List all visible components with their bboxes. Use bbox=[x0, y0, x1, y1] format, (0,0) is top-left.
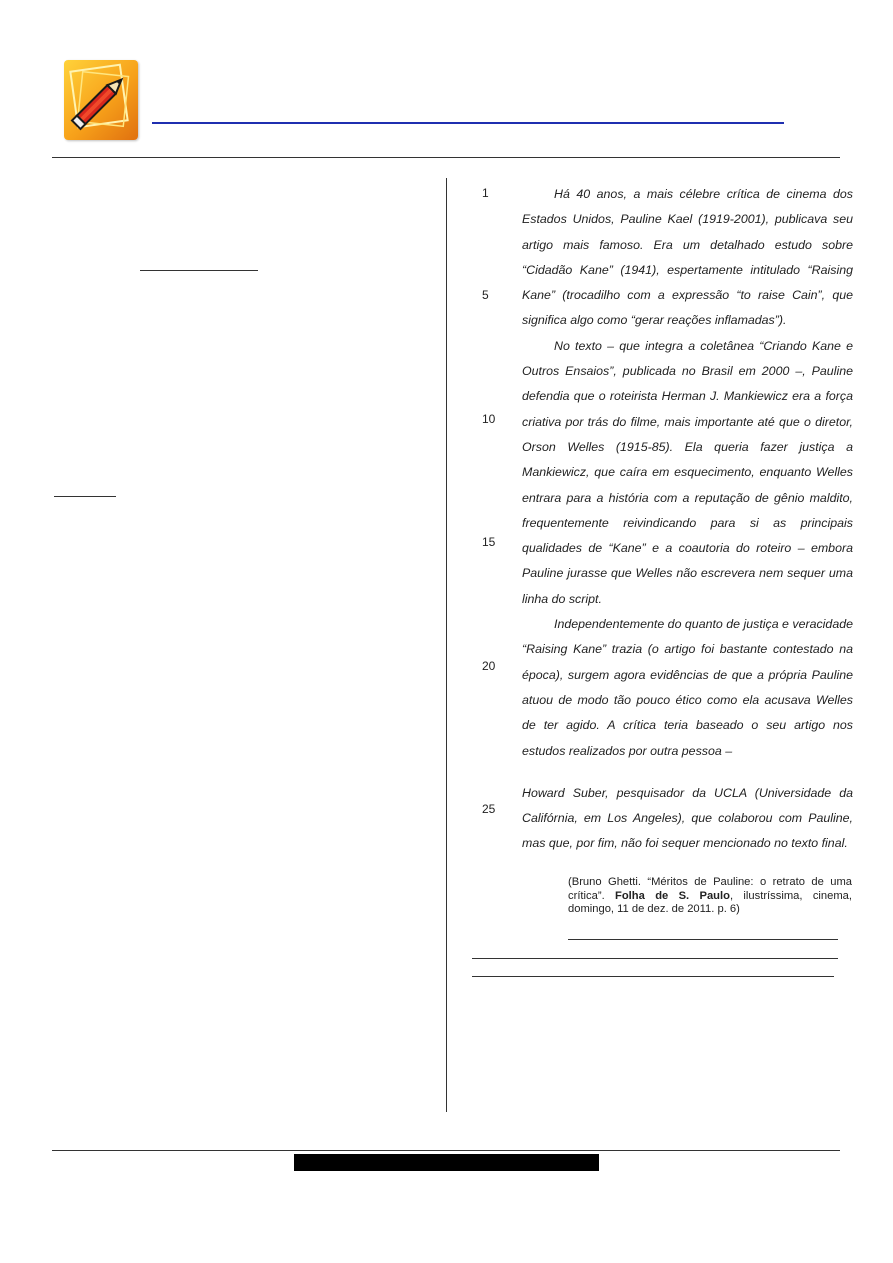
citation-text: , ilustríssima, cinema, domingo, 11 de dez. de 2011. p. 6) bbox=[568, 889, 852, 916]
line-number: 20 bbox=[482, 659, 496, 673]
passage-paragraph: Há 40 anos, a mais célebre crítica de cinema dos Estados Unidos, Pauline Kael (1919-2001), publicava seu artigo mais famoso. Era um detalhado estudo sobre “Cidadão Kane” (1941), espertamente intitulado “Raising Kane” (trocadilho com a expressão “to raise Cain”, que significa algo como “gerar reações inflamadas”). bbox=[522, 187, 853, 328]
line-number: 25 bbox=[482, 802, 496, 816]
footer-bar bbox=[294, 1154, 599, 1171]
footer-rule bbox=[52, 1150, 840, 1151]
logo bbox=[64, 60, 138, 140]
citation-text: (Bruno Ghetti. “Méritos de Pauline: o retrato de uma crítica”. bbox=[568, 876, 852, 902]
passage-paragraph: Independentemente do quanto de justiça e veracidade “Raising Kane” trazia (o artigo foi bastante contestado na época), surgem agora evidências de que a própria Pauline atuou de modo tão pouco ético como ela acusava Welles de ter agido. A crítica teria baseado o seu artigo nos estudos realizados por outra pessoa – bbox=[522, 617, 853, 758]
answer-line bbox=[568, 939, 838, 940]
blank-underline bbox=[54, 496, 116, 497]
citation-source: Folha de S. Paulo bbox=[615, 889, 730, 902]
passage-paragraph: No texto – que integra a coletânea “Criando Kane e Outros Ensaios”, publicada no Brasil em 2000 –, Pauline defendia que o roteirista Herman J. Mankiewicz era a força criativa por trás do filme, mais importante até que o diretor, Orson Welles (1915-85). Ela queria fazer justiça a Mankiewicz, que caíra em esquecimento, enquanto Welles entrara para a história com a reputação de gênio maldito, frequentemente reivindicando para si as principais qualidades de “Kane” e a coautoria do roteiro – embora Pauline jurasse que Welles não escrevera nem sequer uma linha do script. bbox=[522, 338, 853, 606]
line-number: 15 bbox=[482, 535, 496, 549]
citation bbox=[568, 876, 852, 917]
blank-underline bbox=[140, 270, 258, 271]
passage-paragraph: Howard Suber, pesquisador da UCLA (Universidade da Califórnia, em Los Angeles), que colaborou com Pauline, mas que, por fim, não foi sequer mencionado no texto final. bbox=[522, 785, 853, 851]
line-number: 5 bbox=[482, 288, 489, 302]
line-number: 10 bbox=[482, 412, 496, 426]
pencil-note-icon bbox=[64, 60, 138, 140]
answer-line bbox=[472, 976, 834, 977]
header-rule bbox=[52, 157, 840, 158]
answer-line bbox=[472, 958, 838, 959]
header-blue-rule bbox=[152, 122, 784, 124]
passage-text bbox=[522, 182, 853, 857]
line-number: 1 bbox=[482, 186, 489, 200]
column-divider bbox=[446, 178, 447, 1112]
